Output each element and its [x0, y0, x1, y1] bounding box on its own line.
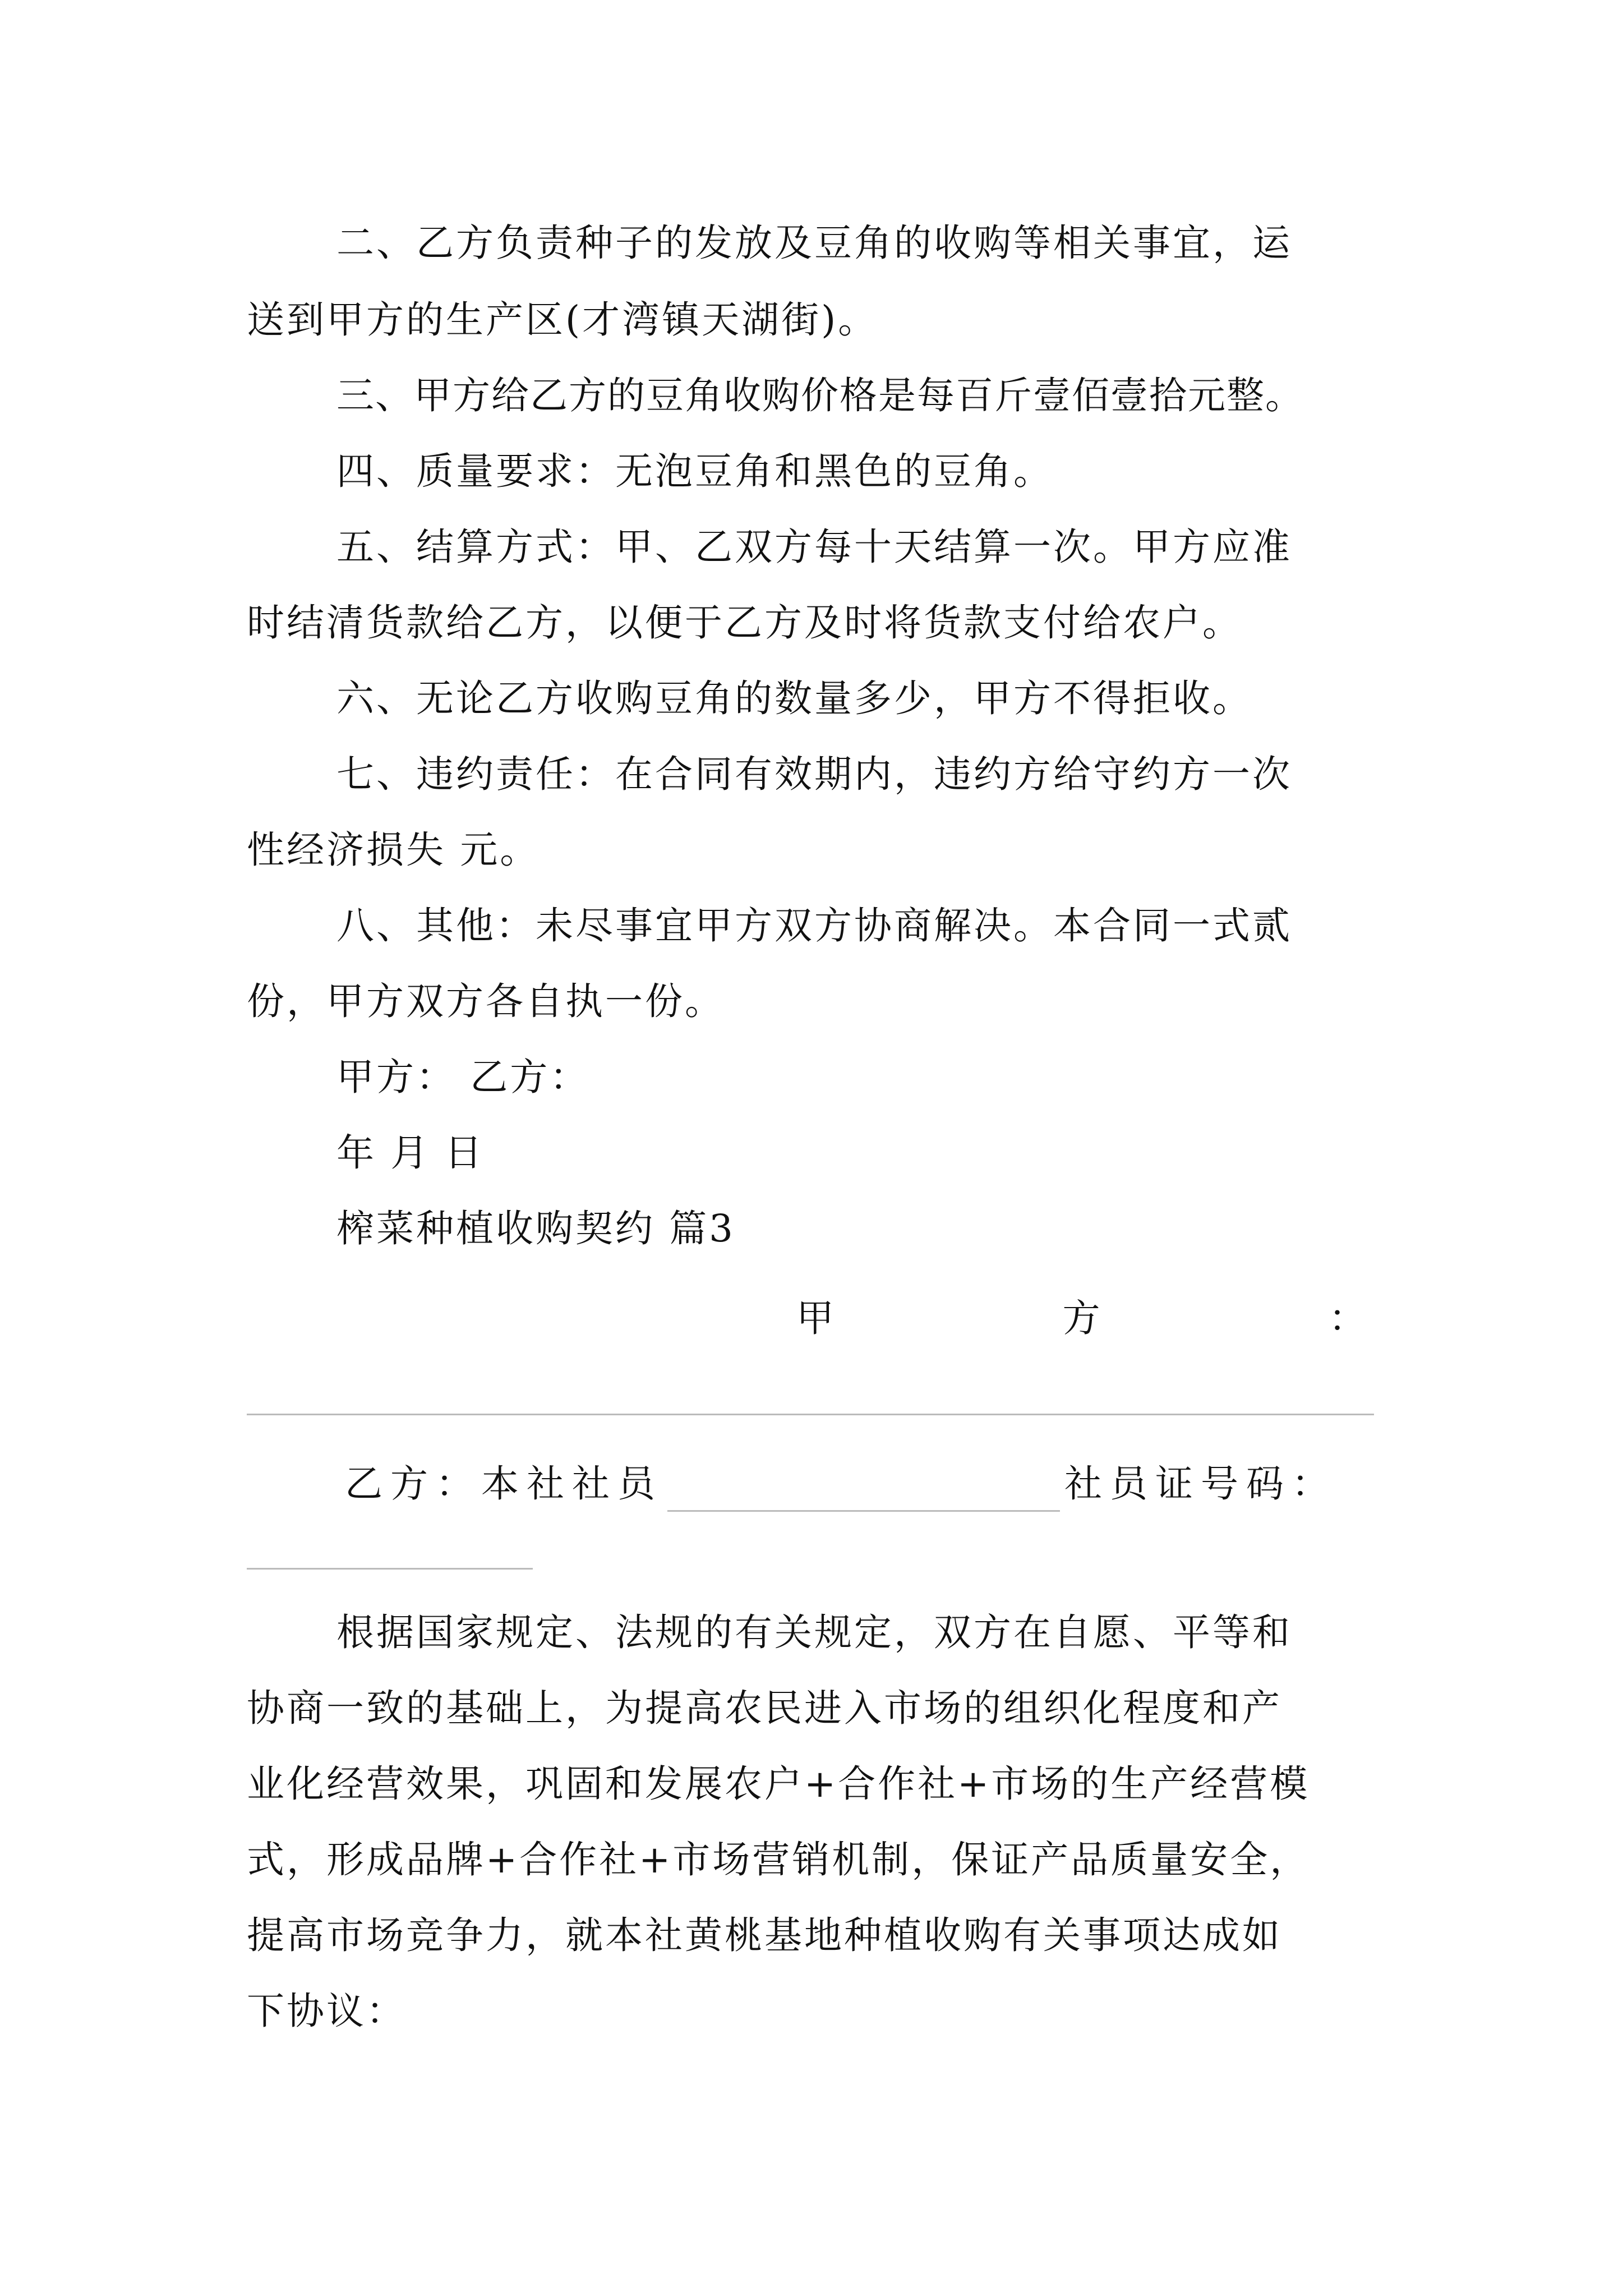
clause-7-line-1: 七、违约责任：在合同有效期内，违约方给守约方一次: [336, 752, 1292, 796]
paragraph-line-5: 提高市场竞争力，就本社黄桃基地种植收购有关事项达成如: [247, 1913, 1282, 1957]
clause-6: 六、无论乙方收购豆角的数量多少，甲方不得拒收。: [336, 677, 1252, 720]
party-a-char-1: 甲: [796, 1296, 836, 1340]
clause-2-line-1: 二、乙方负责种子的发放及豆角的收购等相关事宜，运: [336, 221, 1292, 265]
clause-4: 四、质量要求：无泡豆角和黑色的豆角。: [336, 449, 1053, 493]
clause-3: 三、甲方给乙方的豆角收购价格是每百斤壹佰壹拾元整。: [336, 374, 1304, 417]
paragraph-line-3: 业化经营效果，巩固和发展农户+合作社+市场的生产经营模: [247, 1762, 1310, 1806]
party-a-colon: ：: [1329, 1296, 1368, 1340]
member-name-blank: [667, 1471, 1060, 1512]
clause-8-line-2: 份，甲方双方各自执一份。: [247, 979, 725, 1023]
party-b-line: [345, 1456, 1399, 1512]
clause-5-line-1: 五、结算方式：甲、乙双方每十天结算一次。甲方应准: [336, 525, 1292, 569]
member-id-underline: [247, 1568, 533, 1570]
party-b-label: 乙方：本社社员: [345, 1462, 663, 1506]
party-a-line: [796, 1290, 1368, 1346]
paragraph-line-2: 协商一致的基础上，为提高农民进入市场的组织化程度和产: [247, 1686, 1282, 1730]
paragraph-line-6: 下协议：: [247, 1989, 406, 2033]
clause-7-line-2: 性经济损失 元。: [247, 828, 540, 872]
party-a-char-2: 方: [1062, 1296, 1103, 1340]
signature-parties: 甲方： 乙方：: [336, 1055, 590, 1099]
section-title: 榨菜种植收购契约 篇3: [336, 1207, 735, 1250]
party-a-underline: [247, 1414, 1374, 1415]
clause-5-line-2: 时结清货款给乙方，以便于乙方及时将货款支付给农户。: [247, 601, 1242, 645]
member-id-label: 社员证号码：: [1064, 1462, 1337, 1506]
paragraph-line-4: 式，形成品牌+合作社+市场营销机制，保证产品质量安全，: [247, 1838, 1310, 1881]
clause-8-line-1: 八、其他：未尽事宜甲方双方协商解决。本合同一式贰: [336, 904, 1292, 947]
paragraph-line-1: 根据国家规定、法规的有关规定，双方在自愿、平等和: [336, 1611, 1292, 1654]
signature-date: 年 月 日: [336, 1131, 485, 1175]
clause-2-line-2: 送到甲方的生产区(才湾镇天湖街)。: [247, 298, 878, 342]
